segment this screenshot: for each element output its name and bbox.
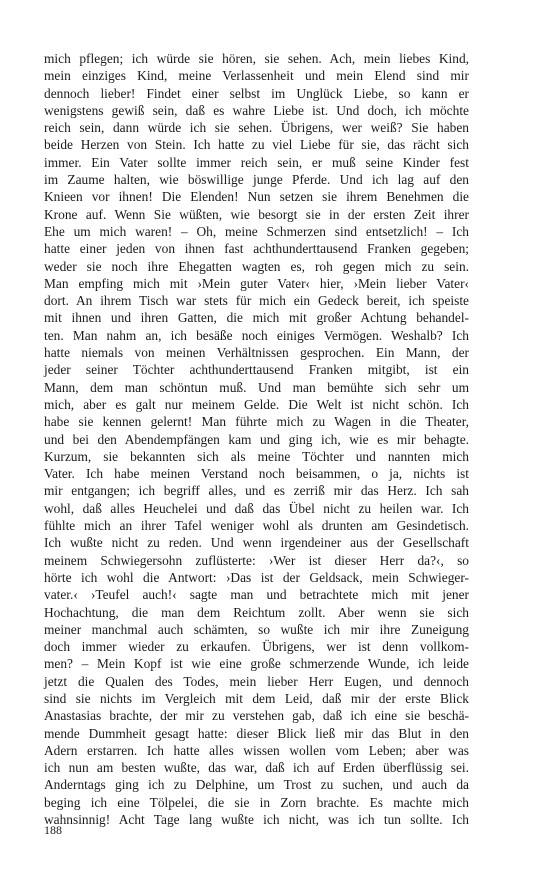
text-line: vater.‹ ›Teufel auch!‹ sagte man und betrachtete mich mit jener bbox=[44, 587, 469, 603]
text-line: dort. An ihrem Tisch war stets für mich ein Gedeck bereit, ich speiste bbox=[44, 293, 469, 309]
text-line: Mann, dem man schöntun muß. Und man bemühte sich sehr um bbox=[44, 379, 469, 395]
text-line: mit ihnen und ihren Gatten, die mich mit großer Achtung behandel- bbox=[44, 310, 469, 326]
text-line: hatte einer jeden von ihnen fast achthunderttausend Franken gegeben; bbox=[44, 241, 469, 257]
text-line: meiner manchmal auch schämten, so wußte ich mir ihre Zuneigung bbox=[44, 621, 469, 637]
text-line: meinem Schwiegersohn zuflüsterte: ›Wer ist dieser Herr da?‹, so bbox=[44, 552, 469, 568]
text-line: Vater. Ich habe meinen Verstand noch beisammen, o ja, nichts ist bbox=[44, 466, 469, 482]
text-line: Kurzum, sie bekannten sich als meine Töchter und nannten mich bbox=[44, 448, 469, 464]
text-line: fühlte mich an ihrer Tafel weniger wohl als drunten am Gesindetisch. bbox=[44, 518, 469, 534]
text-line: beging ich eine Tölpelei, die sie in Zorn brachte. Es machte mich bbox=[44, 794, 469, 810]
text-line: doch immer wieder zu erkaufen. Übrigens, wer ist denn vollkom- bbox=[44, 639, 469, 655]
text-line: Anderntags ging ich zu Delphine, um Trost zu suchen, und auch da bbox=[44, 777, 469, 793]
text-line: men? – Mein Kopf ist wie eine große schmerzende Wunde, ich leide bbox=[44, 656, 469, 672]
text-line: hatte niemals von meinen Verhältnissen gesprochen. Ein Mann, der bbox=[44, 345, 469, 361]
text-line: mir entgangen; ich begriff alles, und es zerriß mir das Herz. Ich sah bbox=[44, 483, 469, 499]
text-line: immer. Ein Vater sollte immer reich sein, er muß seine Kinder fest bbox=[44, 154, 469, 170]
text-line: Man empfing mich mit ›Mein guter Vater‹ hier, ›Mein lieber Vater‹ bbox=[44, 275, 469, 291]
text-line: ten. Man nahm an, ich besäße noch einiges Vermögen. Weshalb? Ich bbox=[44, 327, 469, 343]
text-line: Ich wußte nicht zu reden. Und wenn irgendeiner aus der Gesellschaft bbox=[44, 535, 469, 551]
text-line: mein einziges Kind, meine Verlassenheit und mein Elend sind mir bbox=[44, 68, 469, 84]
text-line: mich, aber es galt nur meinem Gelde. Die Welt ist nicht schön. Ich bbox=[44, 396, 469, 412]
text-line: sind sie nichts im Vergleich mit dem Leid, daß mir der erste Blick bbox=[44, 690, 469, 706]
text-line: wenigstens gewiß sein, daß es wahre Liebe ist. Und doch, ich möchte bbox=[44, 102, 469, 118]
text-line: wahnsinnig! Acht Tage lang wußte ich nicht, was ich tun sollte. Ich bbox=[44, 812, 469, 828]
text-line: im Zaume halten, wie böswillige junge Pferde. Und ich lag auf den bbox=[44, 172, 469, 188]
text-line: dennoch lieber! Findet einer selbst im Unglück Liebe, so kann er bbox=[44, 85, 469, 101]
text-line: Krone auf. Wenn Sie wüßten, wie besorgt sie in der ersten Zeit ihrer bbox=[44, 206, 469, 222]
text-line: mende Dummheit gesagt hatte: dieser Blick ließ mir das Blut in den bbox=[44, 725, 469, 741]
text-line: und bei den Abendempfängen kam und ging ich, wie es mir behagte. bbox=[44, 431, 469, 447]
text-line: jetzt die Qualen des Todes, mein lieber Herr Eugen, und dennoch bbox=[44, 673, 469, 689]
body-text bbox=[44, 50, 469, 828]
text-line: habe sie kennen gelernt! Man führte mich zu Wagen in die Theater, bbox=[44, 414, 469, 430]
text-line: wohl, daß alles Heuchelei und daß das Übel nicht zu heilen war. Ich bbox=[44, 500, 469, 516]
page-number: 188 bbox=[44, 823, 62, 837]
text-line: jeder seiner Töchter achthunderttausend Franken mitgibt, ist ein bbox=[44, 362, 469, 378]
text-line: Knieen vor ihnen! Die Elenden! Nun setzen sie ihrem Benehmen die bbox=[44, 189, 469, 205]
text-line: ich nun am besten wußte, das war, daß ich auf Erden überflüssig sei. bbox=[44, 760, 469, 776]
text-line: Ehe um mich waren! – Oh, meine Schmerzen sind entsetzlich! – Ich bbox=[44, 223, 469, 239]
text-line: beide Herzen von Stein. Ich hatte zu viel Liebe für sie, das rächt sich bbox=[44, 137, 469, 153]
text-line: weder sie noch ihre Ehegatten wagten es, roh gegen mich zu sein. bbox=[44, 258, 469, 274]
text-line: hörte ich wohl die Antwort: ›Das ist der Geldsack, mein Schwieger- bbox=[44, 569, 469, 585]
text-line: reich sein, dann würde ich sie sehen. Übrigens, wer weiß? Sie haben bbox=[44, 120, 469, 136]
text-line: Adern erstarren. Ich hatte alles wissen wollen vom Leben; aber was bbox=[44, 742, 469, 758]
text-line: Anastasias brachte, der mir zu verstehen gab, daß ich eine sie beschä- bbox=[44, 708, 469, 724]
text-line: mich pflegen; ich würde sie hören, sie sehen. Ach, mein liebes Kind, bbox=[44, 51, 469, 66]
text-line: Hochachtung, die man dem Reichtum zollt. Aber wenn sie sich bbox=[44, 604, 469, 620]
